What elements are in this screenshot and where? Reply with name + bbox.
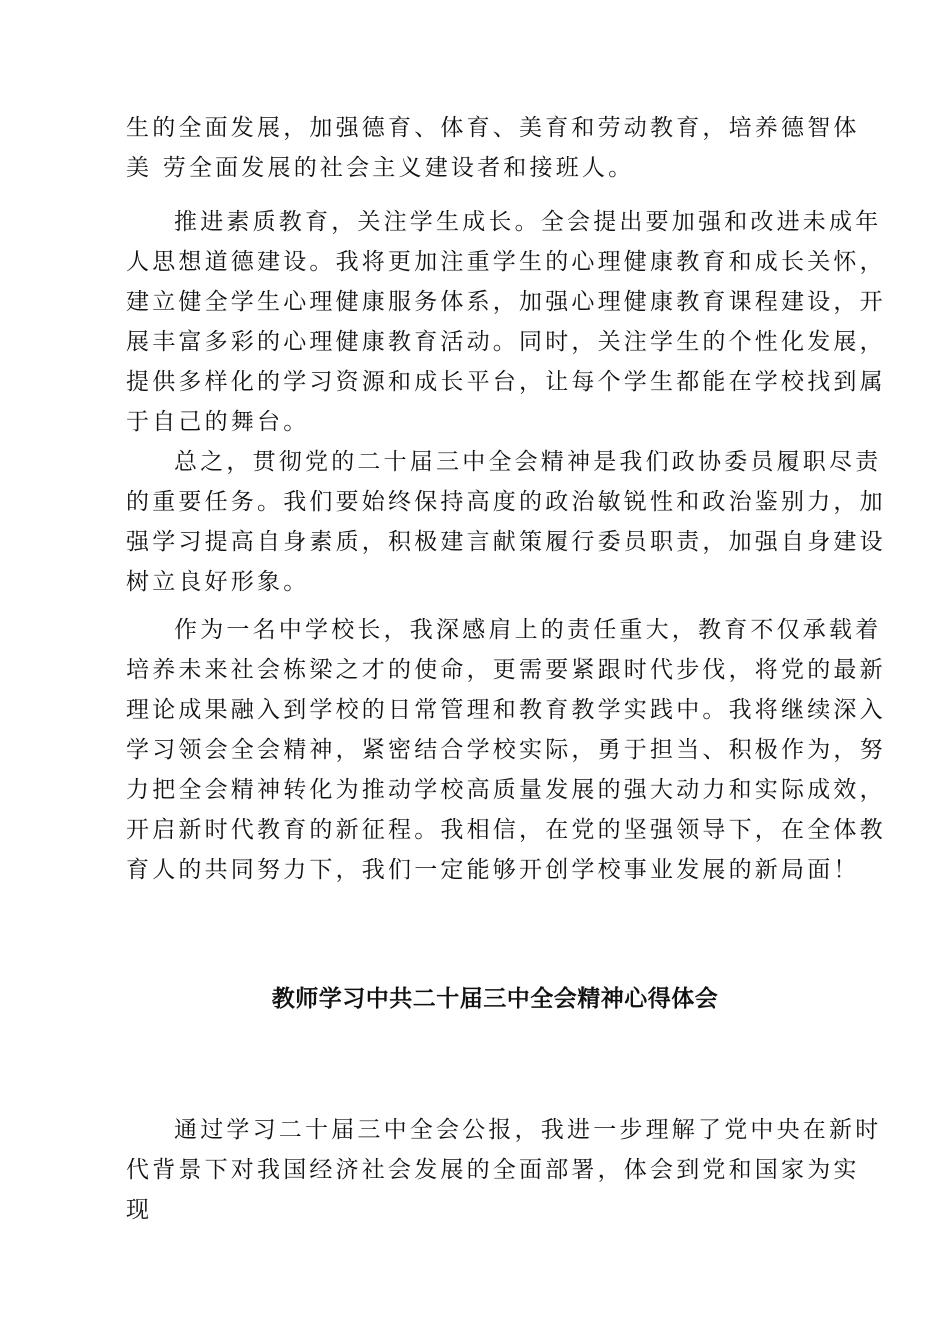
text-line: 于自己的舞台。 — [126, 409, 310, 435]
text-line: 树立良好形象。 — [126, 569, 310, 595]
text-line: 人思想道德建设。我将更加注重学生的心理健康教育和成长关怀， — [126, 249, 886, 275]
text-line: 力把全会精神转化为推动学校高质量发展的强大动力和实际成效， — [126, 777, 886, 803]
text-line: 作为一名中学校长，我深感肩上的责任重大，教育不仅承载着 — [174, 617, 882, 643]
paragraph-4 — [126, 610, 886, 890]
text-line: 学习领会全会精神，紧密结合学校实际，勇于担当、积极作为，努 — [126, 737, 886, 763]
text-line: 开启新时代教育的新征程。我相信，在党的坚强领导下，在全体教 — [126, 817, 886, 843]
text-line: 推进素质教育，关注学生成长。全会提出要加强和改进未成年 — [174, 209, 882, 235]
section-title: 教师学习中共二十届三中全会精神心得体会 — [271, 986, 719, 1012]
text-line: 代背景下对我国经济社会发展的全面部署，体会到党和国家为实 — [126, 1157, 860, 1183]
text-line: 生的全面发展，加强德育、体育、美育和劳动教育，培养德智体 — [126, 115, 860, 141]
text-line: 的重要任务。我们要始终保持高度的政治敏锐性和政治鉴别力，加 — [126, 489, 886, 515]
paragraph-2 — [126, 202, 886, 442]
text-line: 展丰富多彩的心理健康教育活动。同时，关注学生的个性化发展， — [126, 329, 886, 355]
text-line: 提供多样化的学习资源和成长平台，让每个学生都能在学校找到属 — [126, 369, 886, 395]
text-line: 总之，贯彻党的二十届三中全会精神是我们政协委员履职尽责 — [174, 449, 882, 475]
text-line: 培养未来社会栋梁之才的使命，更需要紧跟时代步伐，将党的最新 — [126, 657, 886, 683]
paragraph-5 — [126, 1110, 882, 1230]
text-line: 美 劳全面发展的社会主义建设者和接班人。 — [126, 155, 635, 181]
text-line: 强学习提高自身素质，积极建言献策履行委员职责，加强自身建设 — [126, 529, 886, 555]
paragraph-3 — [126, 442, 886, 602]
text-line: 建立健全学生心理健康服务体系，加强心理健康教育课程建设，开 — [126, 289, 886, 315]
text-line: 理论成果融入到学校的日常管理和教育教学实践中。我将继续深入 — [126, 697, 886, 723]
text-line: 现 — [126, 1197, 153, 1223]
text-line: 育人的共同努力下，我们一定能够开创学校事业发展的新局面！ — [126, 857, 860, 883]
paragraph-1 — [126, 108, 860, 188]
text-line: 通过学习二十届三中全会公报，我进一步理解了党中央在新时 — [174, 1117, 882, 1143]
